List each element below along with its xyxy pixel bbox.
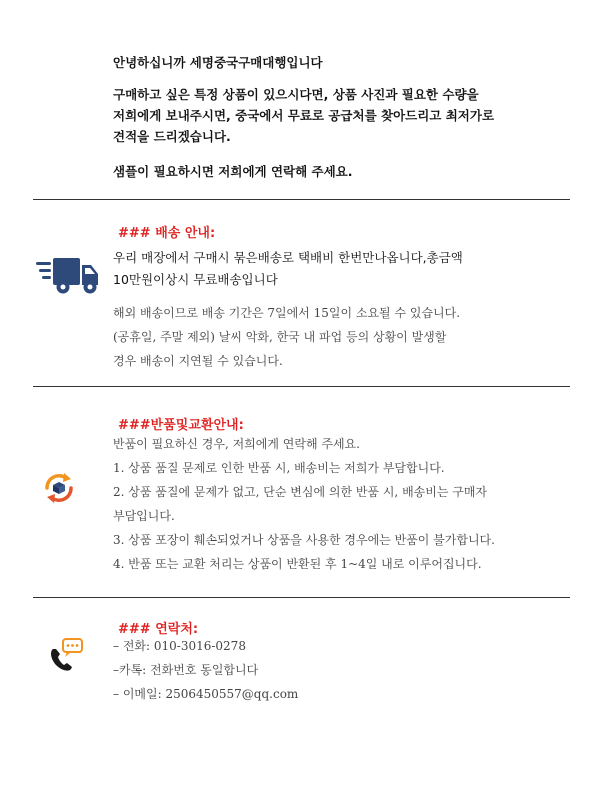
shipping-title: ### 배송 안내: [118, 226, 216, 241]
greeting-text: 안녕하십니까 세명중국구매대행입니다 [113, 55, 323, 70]
request-line: 저희에게 보내주시면, 중국에서 무료로 공급처를 찾아드리고 최저가로 [113, 108, 495, 123]
returns-line: 2. 상품 품질에 문제가 없고, 단순 변심에 의한 반품 시, 배송비는 구매자 [113, 485, 488, 499]
returns-line: 4. 반품 또는 교환 처리는 상품이 반환된 후 1~4일 내로 이루어집니다. [113, 557, 482, 571]
shipping-note [113, 301, 460, 373]
contact-kakao: –카톡: 전화번호 동일합니다 [113, 663, 259, 677]
request-line: 구매하고 싶은 특정 상품이 있으시다면, 상품 사진과 필요한 수량을 [113, 87, 479, 102]
returns-line: 반품이 필요하신 경우, 저희에게 연락해 주세요. [113, 437, 360, 451]
divider [33, 386, 570, 387]
returns-line: 부담입니다. [113, 509, 175, 523]
shipping-main-text [113, 247, 463, 291]
divider [33, 199, 570, 200]
intro-section [113, 52, 553, 182]
request-paragraph [113, 84, 553, 147]
contact-list [113, 634, 298, 706]
returns-line: 3. 상품 포장이 훼손되었거나 상품을 사용한 경우에는 반품이 불가합니다. [113, 533, 495, 547]
returns-title: ###반품및교환안내: [118, 418, 244, 433]
shipping-note-line: 해외 배송이므로 배송 기간은 7일에서 15일이 소요될 수 있습니다. [113, 306, 461, 320]
shipping-note-line: (공휴일, 주말 제외) 날씨 악화, 한국 내 파업 등의 상황이 발생할 [113, 330, 447, 344]
contact-phone: – 전화: 010-3016-0278 [113, 639, 246, 653]
shipping-line: 우리 매장에서 구매시 묶은배송로 택배비 한번만나옵니다,총금액 [113, 250, 463, 265]
shipping-note-line: 경우 배송이 지연될 수 있습니다. [113, 354, 283, 368]
returns-line: 1. 상품 품질 문제로 인한 반품 시, 배송비는 저희가 부담합니다. [113, 461, 445, 475]
sample-text: 샘플이 필요하시면 저희에게 연락해 주세요. [113, 164, 353, 179]
shipping-line: 10만원이상시 무료배송입니다 [113, 272, 278, 287]
divider [33, 597, 570, 598]
contact-email: – 이메일: 2506450557@qq.com [113, 687, 299, 701]
phone-chat-icon [48, 638, 84, 679]
request-line: 견적을 드리겠습니다. [113, 129, 231, 144]
delivery-truck-icon [36, 256, 100, 301]
returns-list [113, 432, 495, 576]
contact-title: ### 연락처: [118, 622, 199, 637]
return-exchange-icon [42, 471, 76, 510]
